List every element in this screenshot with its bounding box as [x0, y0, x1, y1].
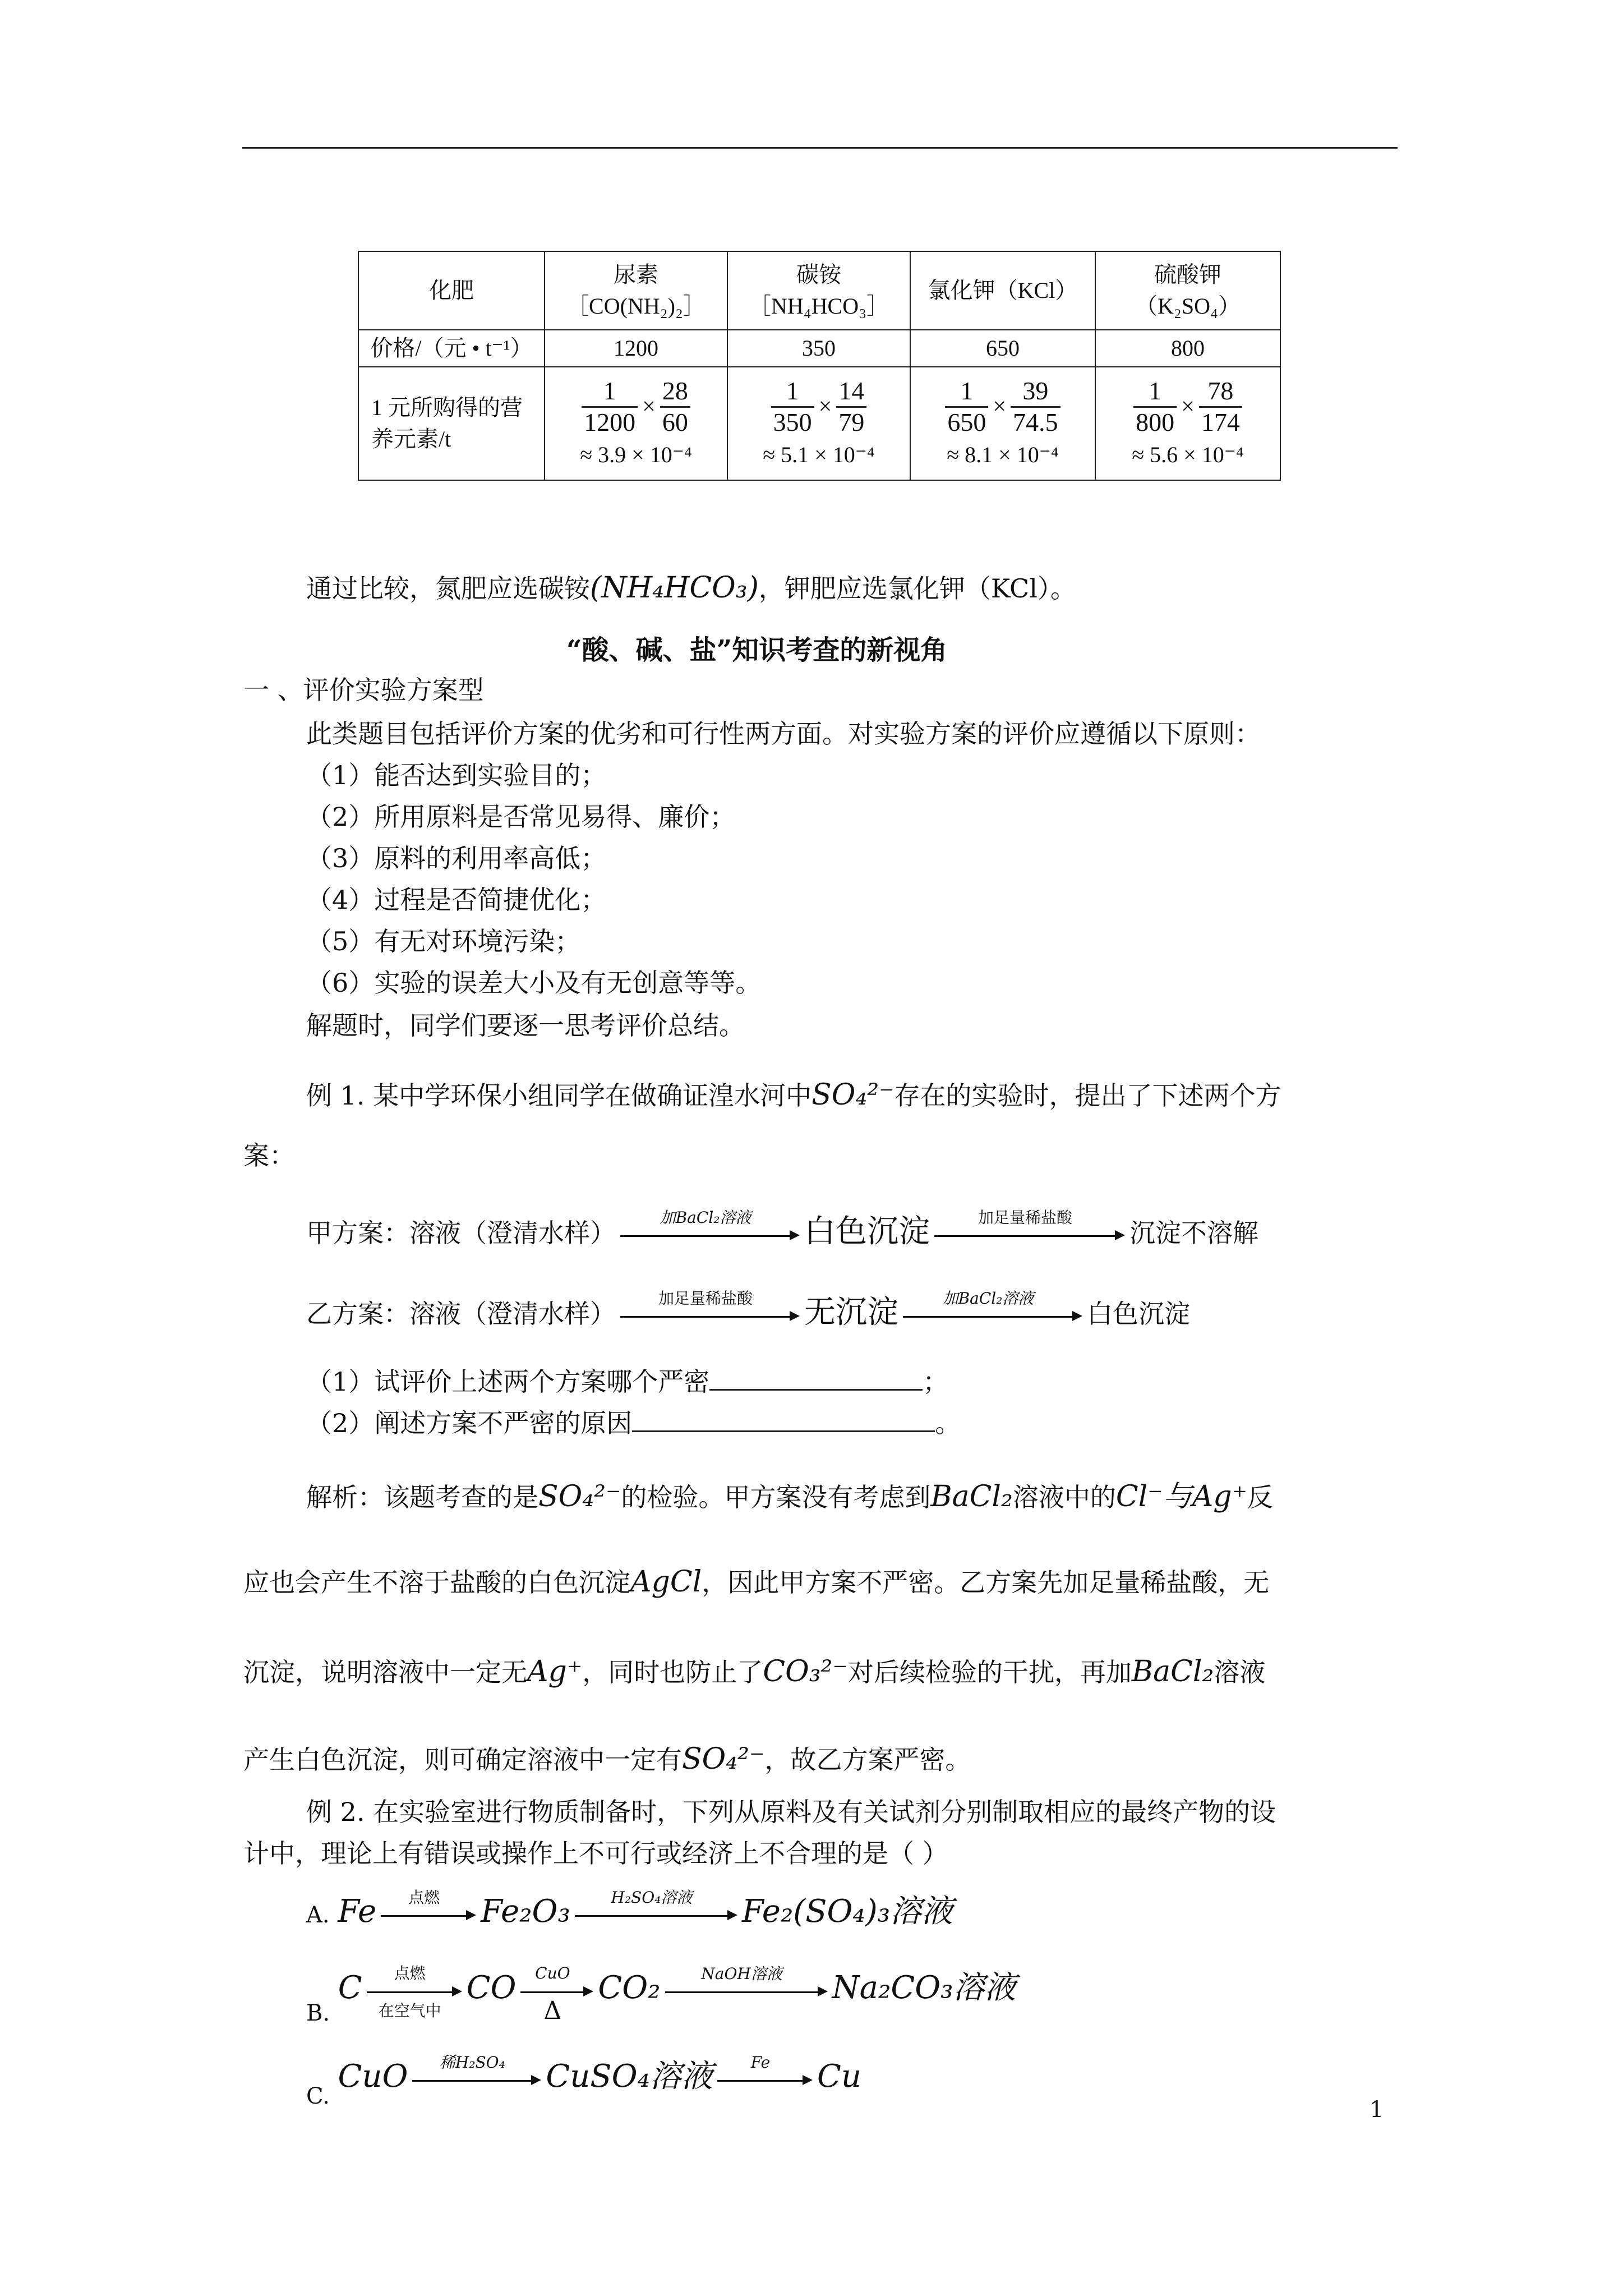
text: 应也会产生不溶于盐酸的白色沉淀 [243, 1567, 630, 1598]
ion: Ag⁺ [527, 1655, 583, 1688]
fraction: $\frac{28}{60}$ [660, 376, 690, 438]
table-header-cell: 化肥 [358, 251, 545, 330]
species: CO [466, 1970, 517, 2006]
price-label: 价格/（元 • t⁻¹） [358, 330, 545, 367]
option-label: B. [306, 2000, 330, 2026]
nutrient-cell: $\frac{1}{800}$ × $\frac{78}{174}$ ≈ 5.6 × 10⁻⁴ [1095, 367, 1280, 480]
table-header-cell: 碳铵 ［NH₄HCO₃］ [727, 251, 910, 330]
text: 溶液 [1214, 1657, 1266, 1687]
text: 溶液中的 [1012, 1482, 1116, 1512]
ion: CO₃²⁻ [763, 1655, 848, 1688]
conclusion-text: ，钾肥应选氯化钾（KCl）。 [758, 573, 1076, 604]
option-c [306, 2053, 861, 2109]
species: CuO [338, 2058, 408, 2095]
price-cell: 350 [727, 330, 910, 367]
fraction: $\frac{1}{650}$ [945, 376, 988, 438]
price-cell: 1200 [545, 330, 727, 367]
text: 反 [1247, 1482, 1274, 1512]
question-text: （2）阐述方案不严密的原因 [306, 1408, 633, 1438]
formula: AgCl [630, 1565, 702, 1599]
plan-a [306, 1208, 1258, 1252]
ion: SO₄²⁻ [682, 1742, 765, 1776]
nutrient-cell: $\frac{1}{1200}$ × $\frac{28}{60}$ ≈ 3.9 × 10⁻⁴ [545, 367, 727, 480]
question-text: （1）试评价上述两个方案哪个严密 [306, 1366, 710, 1397]
text: 的检验。甲方案没有考虑到 [621, 1482, 931, 1512]
intermediate: 无沉淀 [804, 1294, 898, 1331]
option-b [306, 1964, 1016, 2026]
conclusion-text: 通过比较，氮肥应选碳铵 [306, 573, 590, 604]
species: CuSO₄溶液 [546, 2058, 713, 2095]
text: ，故乙方案严密。 [764, 1745, 971, 1775]
fertilizer-table [358, 251, 1281, 481]
example2-line2: 计中，理论上有错误或操作上不可行或经济上不合理的是（ ） [243, 1838, 948, 1869]
species: Cu [817, 2058, 861, 2095]
punct: ； [923, 1366, 949, 1397]
approx-value: ≈ 3.9 × 10⁻⁴ [580, 442, 692, 468]
text: 产生白色沉淀，则可确定溶液中一定有 [243, 1745, 682, 1775]
punct: 。 [935, 1408, 961, 1438]
conclusion-line [306, 571, 1076, 605]
list-item: （4）过程是否简捷优化； [306, 885, 607, 915]
fraction: $\frac{14}{79}$ [836, 376, 866, 438]
table-header-cell: 尿素 ［CO(NH₂)₂］ [545, 251, 727, 330]
reaction-arrow: H₂SO₄溶液 [575, 1898, 737, 1932]
fraction: $\frac{39}{74.5}$ [1011, 376, 1061, 438]
option-label: A. [306, 1902, 330, 1928]
paragraph: 解题时，同学们要逐一思考评价总结。 [306, 1010, 745, 1041]
species: Fe [338, 1893, 377, 1930]
table-header-row [358, 251, 1280, 330]
analysis-line1 [306, 1480, 1273, 1514]
price-cell: 800 [1095, 330, 1280, 367]
formula: (NH₄HCO₃) [590, 571, 759, 605]
fraction: $\frac{1}{800}$ [1133, 376, 1177, 438]
example2-line1: 例 2. 在实验室进行物质制备时，下列从原料及有关试剂分别制取相应的最终产物的设 [306, 1797, 1276, 1827]
text: ，因此甲方案不严密。乙方案先加足量稀盐酸，无 [702, 1567, 1270, 1598]
fraction: $\frac{1}{350}$ [771, 376, 814, 438]
reaction-arrow: 加足量稀盐酸 [934, 1218, 1125, 1252]
example1-line1 [306, 1078, 1281, 1112]
answer-blank[interactable] [632, 1406, 935, 1432]
text: 存在的实验时，提出了下述两个方 [894, 1080, 1281, 1111]
list-item: （6）实验的误差大小及有无创意等等。 [306, 968, 762, 998]
question-2 [306, 1406, 961, 1440]
reaction-arrow: Fe [717, 2063, 813, 2097]
list-item: （2）所用原料是否常见易得、廉价； [306, 802, 736, 832]
species: C [338, 1970, 362, 2006]
nutrient-cell: $\frac{1}{650}$ × $\frac{39}{74.5}$ ≈ 8.1 × 10⁻⁴ [910, 367, 1095, 480]
option-a [306, 1888, 953, 1932]
intermediate: 白色沉淀 [804, 1213, 930, 1250]
reaction-arrow: 加BaCl₂溶液 [903, 1299, 1082, 1333]
option-label: C. [306, 2083, 330, 2109]
text: 对后续检验的干扰，再加 [847, 1657, 1132, 1687]
list-item: （3）原料的利用率高低； [306, 843, 607, 873]
fraction: $\frac{78}{174}$ [1199, 376, 1242, 438]
paragraph: 此类题目包括评价方案的优劣和可行性两方面。对实验方案的评价应遵循以下原则： [306, 719, 1261, 749]
formula: BaCl₂ [1131, 1655, 1214, 1688]
text: 解析：该题考查的是 [306, 1482, 538, 1512]
example1-line2: 案： [243, 1140, 295, 1171]
analysis-line3 [243, 1655, 1265, 1689]
formula: BaCl₂ [930, 1480, 1013, 1513]
plan-b [306, 1289, 1190, 1333]
section-title: “酸、碱、盐”知识考查的新视角 [566, 634, 948, 666]
table-row-nutrient [358, 367, 1280, 480]
analysis-line4 [243, 1742, 971, 1777]
result: 沉淀不溶解 [1129, 1218, 1258, 1248]
approx-value: ≈ 5.6 × 10⁻⁴ [1132, 442, 1244, 468]
fraction: $\frac{1}{1200}$ [582, 376, 638, 438]
table-header-cell: 氯化钾（KCl） [910, 251, 1095, 330]
header-rule [242, 147, 1398, 149]
text: 沉淀，说明溶液中一定无 [243, 1657, 527, 1687]
question-1 [306, 1364, 948, 1398]
text: ，同时也防止了 [582, 1657, 763, 1687]
plan-label: 甲方案：溶液（澄清水样） [306, 1218, 616, 1248]
reaction-arrow: CuO Δ [520, 1969, 593, 2014]
species: CO₂ [598, 1970, 661, 2006]
nutrient-cell: $\frac{1}{350}$ × $\frac{14}{79}$ ≈ 5.1 × 10⁻⁴ [727, 367, 910, 480]
section-heading: 一 、评价实验方案型 [243, 675, 484, 705]
text: 例 1. 某中学环保小组同学在做确证湟水河中 [306, 1080, 812, 1111]
reaction-arrow: 点燃 [381, 1898, 476, 1932]
ion: SO₄²⁻ [538, 1480, 621, 1513]
nutrient-label: 1 元所购得的营养元素/t [358, 367, 545, 480]
result: 白色沉淀 [1087, 1299, 1190, 1329]
ion: SO₄²⁻ [811, 1078, 895, 1112]
plan-label: 乙方案：溶液（澄清水样） [306, 1299, 616, 1329]
species: Fe₂(SO₄)₃溶液 [741, 1893, 953, 1930]
reaction-arrow: 加足量稀盐酸 [620, 1299, 800, 1333]
ion: Cl⁻与Ag⁺ [1115, 1480, 1248, 1513]
reaction-arrow: NaOH溶液 [665, 1975, 828, 2008]
page-number: 1 [1370, 2097, 1384, 2123]
species: Na₂CO₃溶液 [832, 1970, 1016, 2006]
price-cell: 650 [910, 330, 1095, 367]
answer-blank[interactable] [709, 1364, 923, 1391]
table-header-cell: 硫酸钾 （K₂SO₄） [1095, 251, 1280, 330]
analysis-line2 [243, 1565, 1269, 1599]
list-item: （5）有无对环境污染； [306, 926, 581, 956]
approx-value: ≈ 5.1 × 10⁻⁴ [763, 442, 875, 468]
species: Fe₂O₃ [481, 1893, 570, 1930]
reaction-arrow: 加BaCl₂溶液 [620, 1218, 800, 1252]
list-item: （1）能否达到实验目的； [306, 760, 607, 790]
table-row-price [358, 330, 1280, 367]
reaction-arrow: 稀H₂SO₄ [412, 2063, 541, 2097]
reaction-arrow: 点燃 在空气中 [367, 1969, 462, 2014]
approx-value: ≈ 8.1 × 10⁻⁴ [947, 442, 1059, 468]
